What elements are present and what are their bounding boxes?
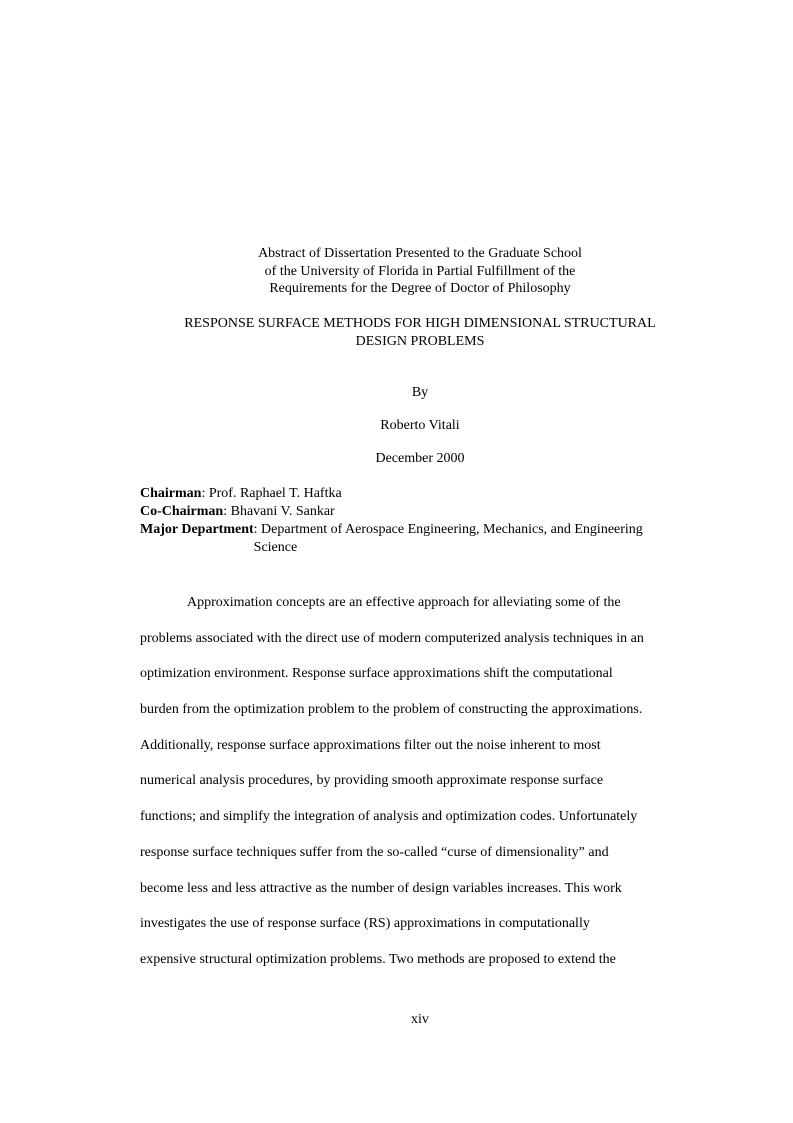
abstract-line: Approximation concepts are an effective approach for alleviating some of the: [187, 595, 621, 610]
department-name-continued: Science: [253, 540, 298, 555]
abstract-line: functions; and simplify the integration of analysis and optimization codes. Unfortunately: [140, 809, 638, 825]
chairman-name: : Prof. Raphael T. Haftka: [201, 486, 342, 501]
abstract-line: Additionally, response surface approximations filter out the noise inherent to most: [140, 737, 601, 753]
cochairman-label: Co-Chairman: [140, 504, 224, 519]
header-line: Requirements for the Degree of Doctor of Philosophy: [269, 281, 571, 296]
abstract-body: [140, 585, 700, 978]
abstract-line: problems associated with the direct use of modern computerized analysis techniques in an: [140, 630, 644, 646]
abstract-line: expensive structural optimization problems. Two methods are proposed to extend the: [140, 951, 616, 967]
dissertation-title: [140, 315, 700, 350]
abstract-line: become less and less attractive as the number of design variables increases. This work: [140, 880, 622, 896]
by-label: By: [411, 385, 429, 400]
title-line: DESIGN PROBLEMS: [355, 333, 485, 349]
title-line: RESPONSE SURFACE METHODS FOR HIGH DIMENSIONAL STRUCTURAL: [184, 316, 656, 331]
abstract-line: burden from the optimization problem to the problem of constructing the approximations.: [140, 702, 643, 718]
cochairman-row: [140, 503, 705, 521]
header-line: Abstract of Dissertation Presented to the Graduate School: [258, 246, 582, 261]
abstract-line: optimization environment. Response surface approximations shift the computational: [140, 666, 613, 682]
department-name-block: [254, 521, 643, 557]
department-row: [140, 521, 705, 557]
abstract-line: response surface techniques suffer from the so-called “curse of dimensionality” and: [140, 844, 609, 860]
dissertation-header: [0, 245, 793, 298]
submission-date: December 2000: [375, 451, 465, 466]
chairman-label: Chairman: [140, 486, 202, 501]
header-line: of the University of Florida in Partial Fulfillment of the: [264, 263, 576, 279]
abstract-line: investigates the use of response surface (RS) approximations in computationally: [140, 916, 590, 932]
cochairman-name: : Bhavani V. Sankar: [223, 504, 335, 519]
committee-info: [140, 485, 705, 557]
author-name: Roberto Vitali: [380, 418, 460, 433]
chairman-row: [140, 485, 705, 503]
abstract-line: numerical analysis procedures, by providing smooth approximate response surface: [140, 773, 604, 789]
page-number: xiv: [411, 1012, 429, 1027]
department-label: Major Department: [140, 522, 254, 537]
department-name: : Department of Aerospace Engineering, Mechanics, and Engineering: [253, 522, 643, 537]
